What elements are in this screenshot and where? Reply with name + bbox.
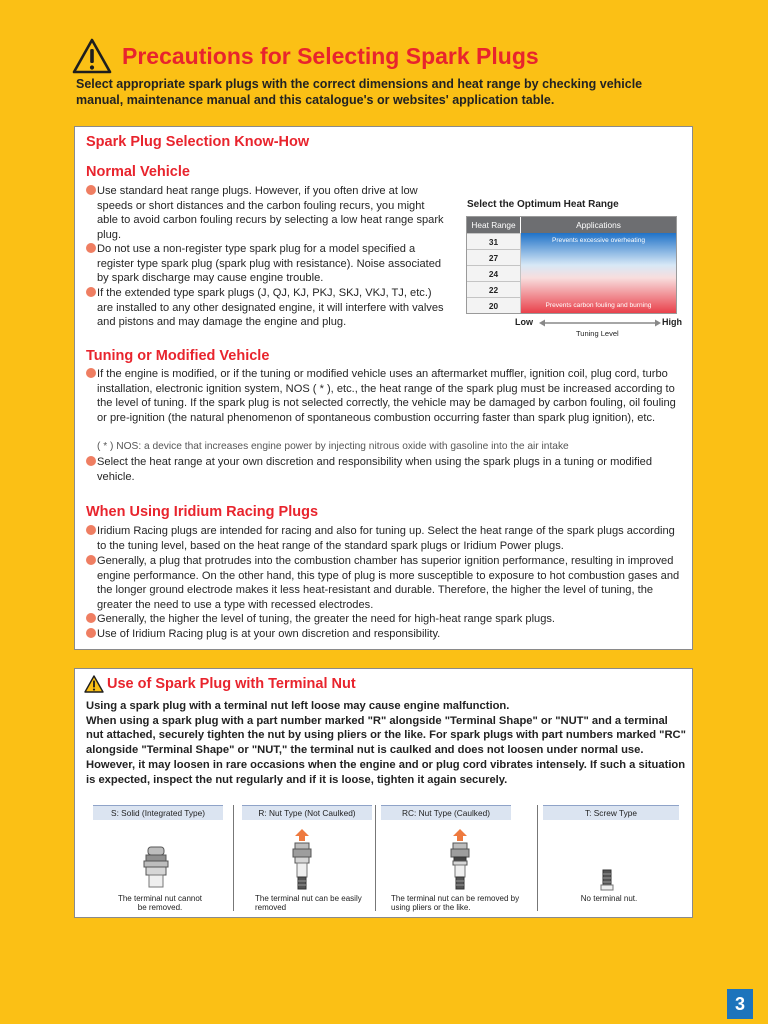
type-header-nut: R: Nut Type (Not Caulked) [242,805,372,820]
knowhow-box [74,126,693,650]
nos-note: ( * ) NOS: a device that increases engine power by injecting nitrous oxide with gasoline into the air intake [97,441,569,452]
iridium-bullet-4: Use of Iridium Racing plug is at your own discretion and responsibility. [86,627,678,642]
nut-caption: The terminal nut can be easily removed [255,894,362,912]
tuning-bullet-2: Select the heat range at your own discretion and responsibility when using the spark plugs in a tuning or modified vehicle. [86,455,678,484]
double-arrow-icon [539,319,661,327]
caulked-terminal-icon [447,829,473,891]
terminal-nut-text [86,699,686,787]
bullet-icon [86,628,96,638]
iridium-heading: When Using Iridium Racing Plugs [86,504,319,520]
heat-range-title: Select the Optimum Heat Range [467,199,619,210]
heat-range-row: 22 [467,281,521,297]
solid-caption: The terminal nut cannot be removed. [117,894,203,912]
heat-range-header [467,217,676,233]
heat-range-table [466,216,677,314]
normal-bullet-1: Use standard heat range plugs. However, if you often drive at low speeds or short distances and the carbon fouling recurs, you might able to avoid carbon fouling recurs by selecting a low heat range spark plug. [86,184,448,242]
normal-bullet-3: If the extended type spark plugs (J, QJ, KJ, PKJ, SKJ, VKJ, TJ, etc.) are installed to any other designated engine, it will interfere with valves and pistons and may damage the engine and plug. [86,286,448,330]
iridium-bullet-2: Generally, a plug that protrudes into the combustion chamber has superior ignition performance, resulting in improved engine performance. On the other hand, this type of plug is more susceptible to exposure to hot combustion gases and the longer ground electrode makes it less heat-resistant and durable. Therefore, the higher the level of tuning, the greater the need to use a type with recessed electrodes. [86,554,686,612]
screw-terminal-icon [599,869,615,891]
normal-bullet-2: Do not use a non-register type spark plug for a model specified a register type spark plug (spark plug with resistance). Noise associated by spark discharge may cause engine trouble. [86,242,448,286]
heat-range-row: 31 [467,233,521,249]
terminal-nut-box [74,668,693,918]
iridium-bullet-3: Generally, the higher the level of tuning, the greater the need for high-heat range spark plugs. [86,612,678,627]
normal-vehicle-heading: Normal Vehicle [86,164,190,180]
tuning-heading: Tuning or Modified Vehicle [86,348,270,364]
caulked-caption: The terminal nut can be removed by using pliers or the like. [391,894,520,912]
warning-icon [72,38,112,74]
bullet-icon [86,525,96,535]
heat-range-row: 27 [467,249,521,265]
bullet-icon [86,185,96,195]
heat-range-row: 20 [467,297,521,313]
divider [375,805,376,911]
divider [537,805,538,911]
title-row [72,38,539,74]
warning-icon [84,675,104,693]
page-title: Precautions for Selecting Spark Plugs [122,42,539,69]
axis-title: Tuning Level [576,329,619,338]
axis-low-label: Low [515,317,533,327]
applications-col-label: Applications [576,220,621,230]
type-header-screw: T: Screw Type [543,805,679,820]
axis-high-label: High [662,317,682,327]
bullet-icon [86,368,96,378]
page-number: 3 [727,989,753,1019]
terminal-nut-para-2: When using a spark plug with a part number marked "R" alongside "Terminal Shape" or "NUT" and a terminal nut attached, securely tighten the nut by using pliers or the like. For spark plugs with part numbers marked "RC" alongside "Terminal Shape" or "NUT," the terminal nut is caulked and does not loosen under normal use. However, it may loosen in rare occasions when the engine and or plug cord vibrates intensely. If such a situation is expected, inspect the nut regularly and if it is loose, tighten it again securely. [86,714,686,786]
heat-range-col-label: Heat Range [467,217,521,233]
bullet-icon [86,243,96,253]
solid-terminal-icon [141,845,171,889]
bullet-icon [86,456,96,466]
cold-plug-label: Prevents excessive overheating [551,237,646,244]
nut-terminal-icon [289,829,315,891]
type-header-caulked: RC: Nut Type (Caulked) [381,805,511,820]
hot-plug-label: Prevents carbon fouling and burning [545,302,652,309]
intro-text: Select appropriate spark plugs with the correct dimensions and heat range by checking vehicle manual, maintenance manual and this catalogue's or websites' application table. [76,77,643,107]
terminal-nut-heading: Use of Spark Plug with Terminal Nut [107,676,356,692]
screw-caption: No terminal nut. [580,894,638,903]
iridium-bullet-1: Iridium Racing plugs are intended for racing and also for tuning up. Select the heat range of the spark plugs according to the tuning level, based on the heat range of the standard spark plugs or Iridium Power plugs. [86,524,678,553]
heat-range-row: 24 [467,265,521,281]
terminal-nut-para-1: Using a spark plug with a terminal nut left loose may cause engine malfunction. [86,700,510,712]
applications-gradient [521,233,676,313]
divider [233,805,234,911]
tuning-bullet-1: If the engine is modified, or if the tuning or modified vehicle uses an aftermarket muffler, ignition coil, plug cord, turbo installation, electronic ignition system, NOS ( * ), etc., the heat range of the spark plug must be increased according to the level of tuning. If the spark plug is not selected correctly, the vehicle may be damaged by carbon fouling, oil fouling or pre-ignition (the natural phenomenon of spontaneous combustion occurring faster than spark plug ignition), etc. [86,367,678,425]
terminal-nut-heading-row [84,675,356,693]
bullet-icon [86,555,96,565]
bullet-icon [86,613,96,623]
knowhow-heading: Spark Plug Selection Know-How [86,134,310,150]
type-header-solid: S: Solid (Integrated Type) [93,805,223,820]
tuning-axis [515,315,685,341]
bullet-icon [86,287,96,297]
